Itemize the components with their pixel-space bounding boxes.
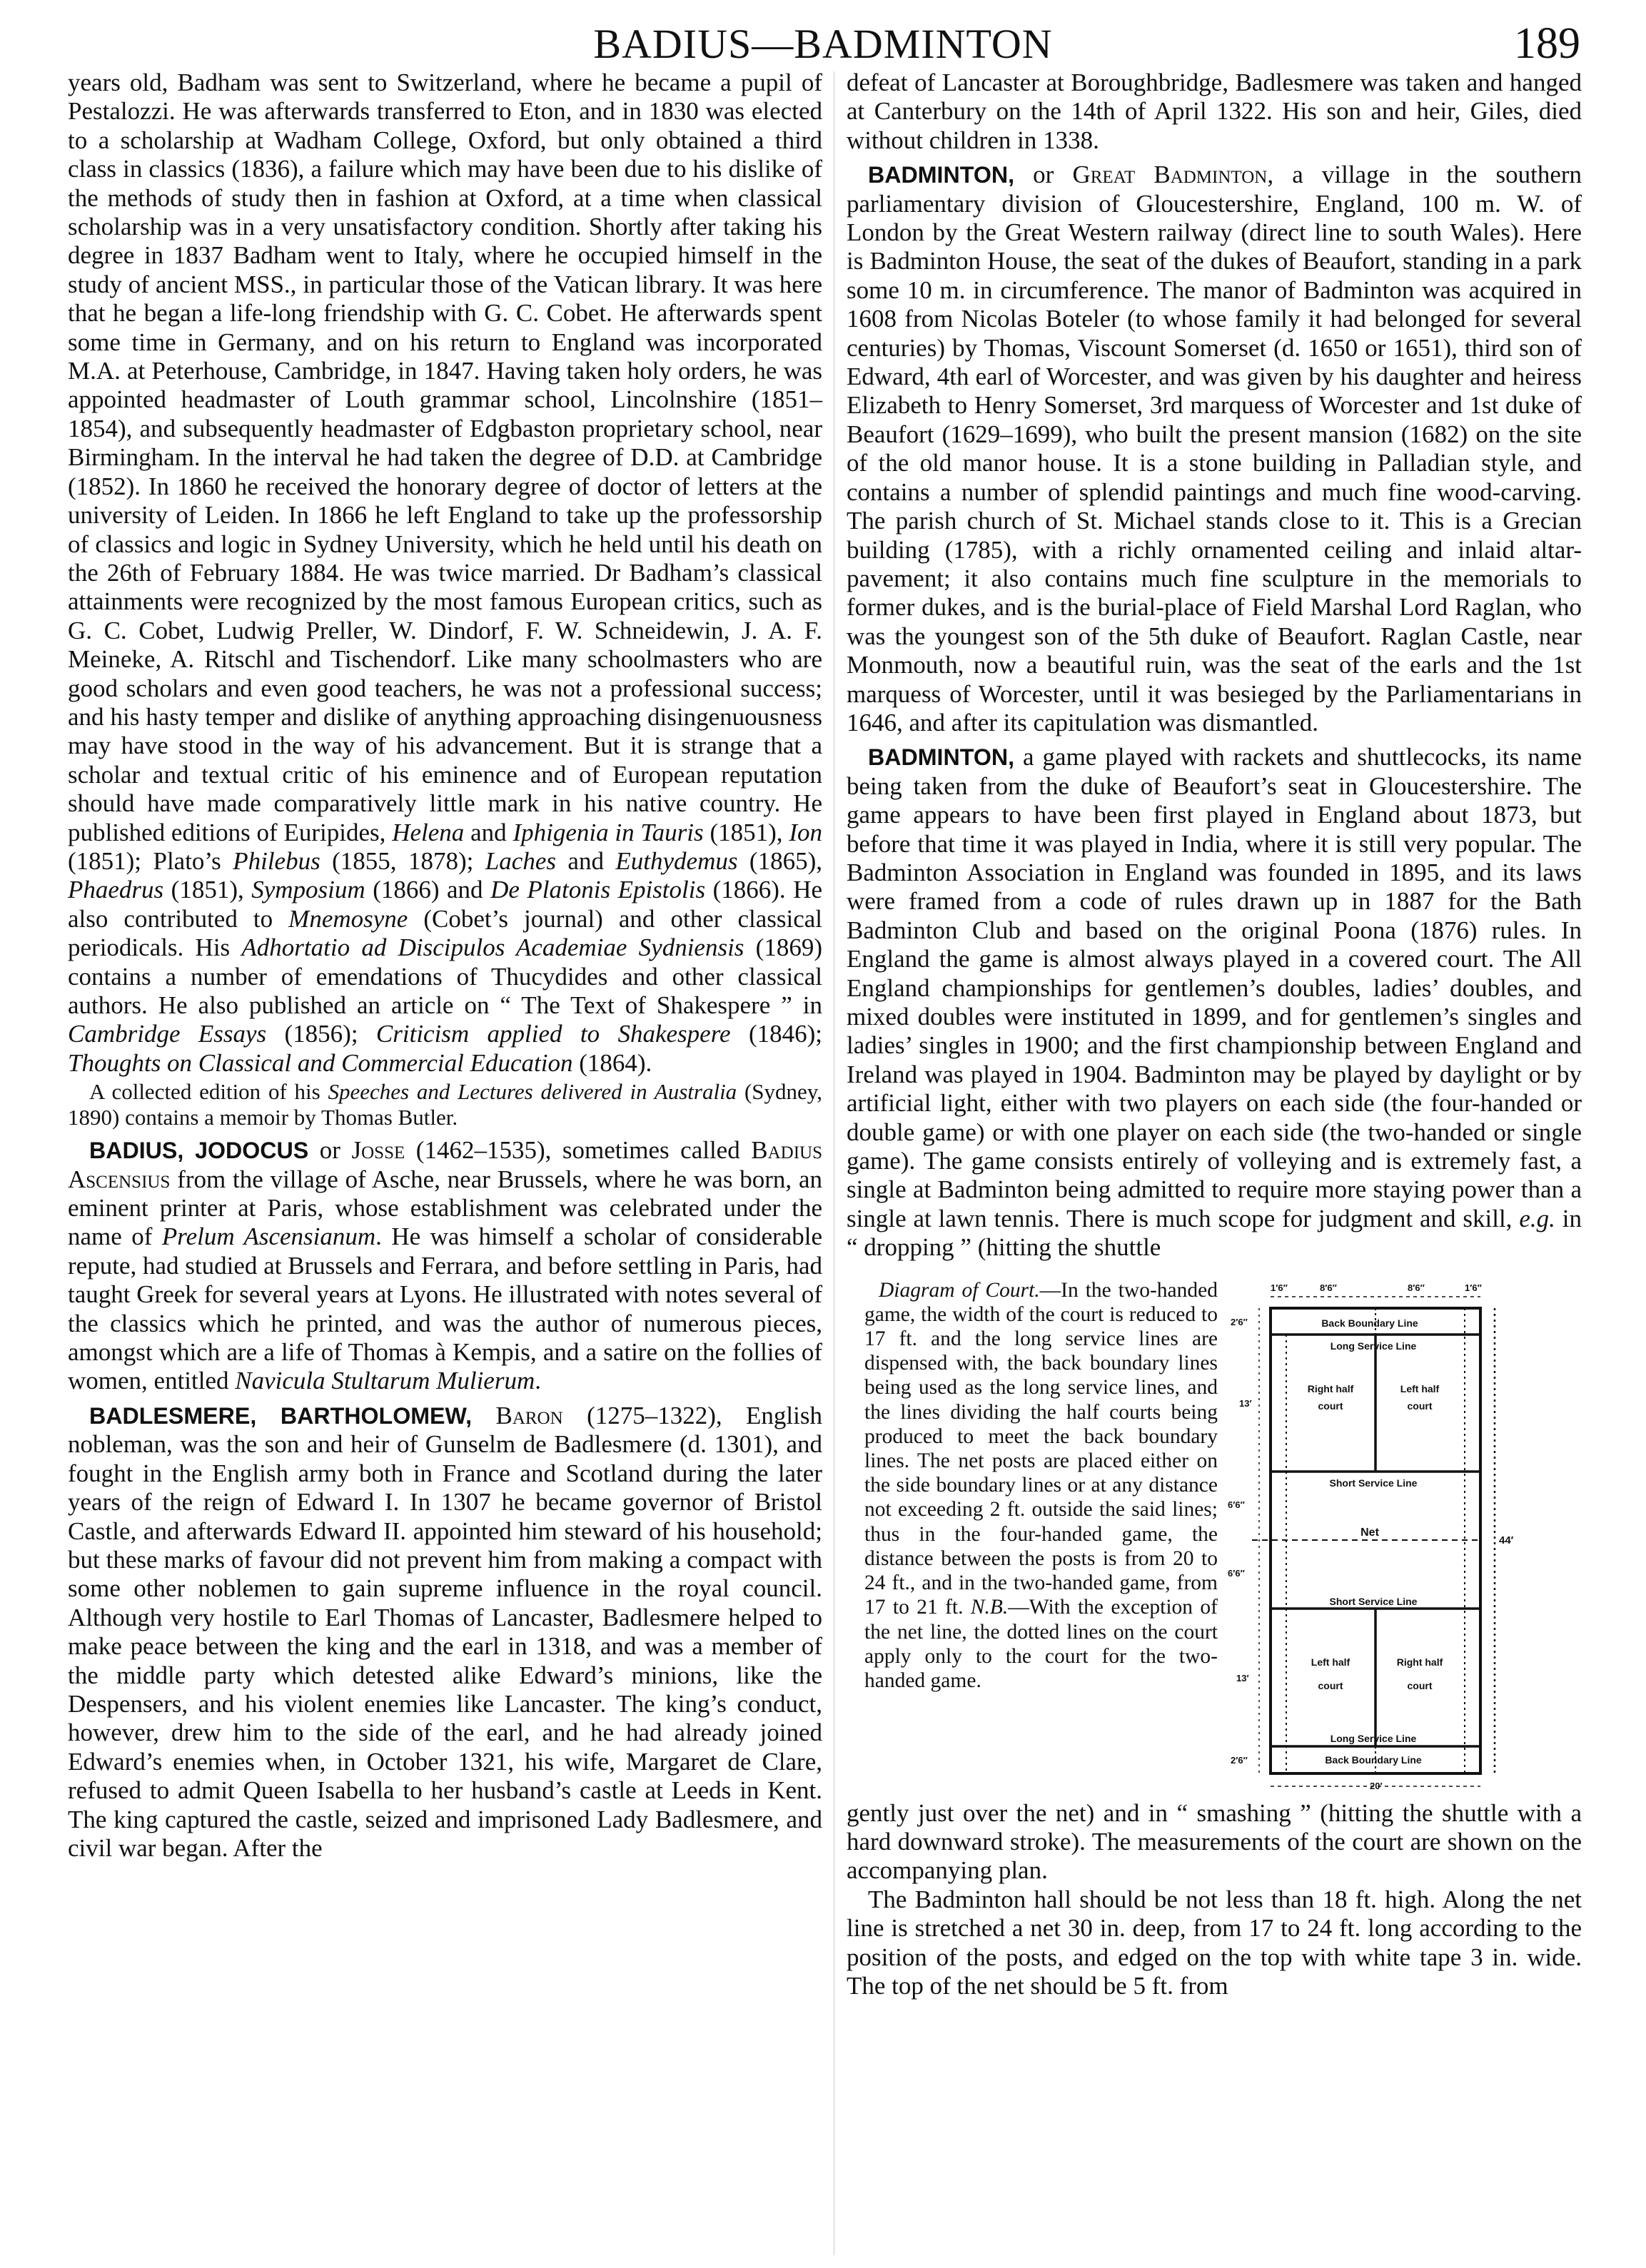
text-segment: (Cobet’s journal) and other classical periodicals. His [68, 904, 822, 962]
article-headword: BADMINTON, [868, 162, 1015, 188]
text-segment: a game played with rackets and shuttlecocks, its name being taken from the duke of Beaufort’s seat in Gloucestershire. The game appears to have been first played in England about 1873, but before that time it was played in India, where it is still very popular. The Badminton Association in England was founded in 1895, and its laws were framed from a code of rules drawn up in 1887 for the Bath Badminton Club and based on the original Poona (1876) rules. In England the game is almost always played in a covered court. The All England championships for gentlemen’s doubles, ladies’ doubles, and mixed doubles were instituted in 1899, and for gentlemen’s singles and ladies’ singles in 1900; and the first championship between England and Ireland was played in 1904. Badminton may be played by daylight or by artificial light, either with two players on each side (the four-handed or double game) or with one player on each side (the two-handed or single game). The game consists entirely of volleying and is extremely fast, a single at Badminton being admitted to require more staying power than a single at lawn tennis. There is much scope for judgment and skill, [847, 743, 1582, 1232]
left-dim-6: 2′6″ [1231, 1754, 1248, 1766]
italic-text: N.B. [970, 1596, 1009, 1619]
italic-text: Cambridge Essays [68, 1020, 267, 1048]
italic-text: Adhortatio ad Discipulos Academiae Sydniensis [241, 933, 744, 962]
badham-continuation [68, 69, 822, 1078]
italic-text: Iphigenia in Tauris [513, 818, 704, 846]
text-segment: (1462–1535), sometimes called [405, 1136, 752, 1165]
left-dim-4: 6′6″ [1228, 1567, 1245, 1579]
length-dim: 44′ [1499, 1534, 1514, 1546]
figure-caption [864, 1278, 1218, 1693]
small-caps-text: Josse [351, 1136, 405, 1165]
italic-text: Prelum Ascensianum [161, 1222, 376, 1251]
italic-text: Criticism applied to Shakespere [375, 1020, 731, 1048]
left-dim-3: 6′6″ [1228, 1499, 1245, 1510]
label-court-lt: court [1407, 1399, 1433, 1412]
text-segment: . He was himself a scholar of considerable repute, had studied at Brussels and Ferrara, and before settling in Paris, had taught Greek for several years at Lyons. He illustrated with notes several of the classics which he printed, and was the author of numerous pieces, amongst which are a life of Thomas à Kempis, and a satire on the follies of women, entitled [68, 1222, 823, 1395]
article-badminton-village [847, 161, 1582, 737]
text-segment: (1855, 1878); [320, 846, 485, 875]
top-dim-3: 8′6″ [1408, 1282, 1425, 1293]
label-left-half-top: Left half [1400, 1382, 1440, 1394]
text-segment: A collected edition of his [89, 1079, 328, 1105]
italic-text: Mnemosyne [288, 904, 408, 933]
text-segment: years old, Badham was sent to Switzerland, where he became a pupil of Pestalozzi. He was afterwards transferred to Eton, and in 1830 was elected to a scholarship at Wadham College, Oxford, but only obtained a third class in classics (1836), a failure which may have been due to his dislike of the methods of study then in fashion at Oxford, at a time when classical scholarship was in a very unsatisfactory condition. Shortly after taking his degree in 1837 Badham went to Italy, where he occupied himself in the study of ancient MSS., in particular those of the Vatican library. It was here that he began a life-long friendship with G. C. Cobet. He afterwards spent some time in Germany, and on his return to England was incorporated M.A. at Peterhouse, Cambridge, in 1847. Having taken holy orders, he was appointed headmaster of Louth grammar school, Lincolnshire (1851–1854), and subsequently headmaster of Edgbaston proprietary school, near Birmingham. In the interval he had taken the degree of D.D. at Cambridge (1852). In 1860 he received the honorary degree of doctor of letters at the university of Leiden. In 1866 he left England to take up the professorship of classics and logic in Sydney University, which he held until his death on the 26th of February 1884. He was twice married. Dr Badham’s classical attainments were recognized by the most famous European critics, such as G. C. Cobet, Ludwig Preller, W. Dindorf, F. W. Schneidewin, J. A. F. Meineke, A. Ritschl and Tischendorf. Like many schoolmasters who are good scholars and even good teachers, he was not a professional success; and his hasty temper and dislike of anything approaching disingenuousness may have stood in the way of his advancement. But it is strange that a scholar and textual critic of his eminence and of European reputation should have made comparatively little mark in his native country. He published editions of Euripides, [68, 69, 822, 846]
label-short-service-bottom: Short Service Line [1329, 1595, 1418, 1607]
left-dim-1: 2′6″ [1231, 1316, 1248, 1327]
width-dim: 20′ [1370, 1780, 1383, 1791]
label-court-rb: court [1407, 1679, 1433, 1691]
label-net: Net [1360, 1526, 1379, 1539]
small-caps-text: Baron [495, 1401, 563, 1429]
text-segment: (1856); [266, 1020, 376, 1048]
article-headword: BADIUS, JODOCUS [89, 1138, 309, 1164]
article-badminton-game [847, 743, 1582, 1262]
text-segment: —In the two-handed game, the width of the court is reduced to 17 ft. and the long service lines are dispensed with, the back boundary lines being used as the long service lines, and the lines dividing the half courts being produced to meet the back boundary lines. The net posts are placed either on the side boundary lines or at any distance not exceeding 2 ft. outside the said lines; thus in the four-handed game, the distance between the posts is from 20 to 24 ft., and in the two-handed game, from 17 to 21 ft. [864, 1278, 1218, 1619]
italic-text: Speeches and Lectures delivered in Australia [328, 1079, 737, 1105]
italic-text: De Platonis Epistolis [490, 876, 706, 904]
text-segment: (1851); Plato’s [68, 846, 233, 875]
running-title: BADIUS—BADMINTON [593, 21, 1053, 67]
left-dim-5: 13′ [1236, 1672, 1249, 1684]
italic-text: Laches [485, 846, 556, 875]
article-badlesmere [68, 1402, 822, 1863]
text-segment: (1866). He also contributed to [68, 876, 823, 933]
italic-text: Euthydemus [615, 846, 738, 875]
label-left-half-bottom: Left half [1311, 1656, 1350, 1668]
text-segment: , a village in the southern parliamentary division of Gloucestershire, England, 100 m. W. of London by the Great Western railway (direct line to south Wales). Here is Badminton House, the seat of the dukes of Beaufort, standing in a park some 10 m. in circumference. The manor of Badminton was acquired in 1608 from Nicolas Boteler (to whose family it had belonged for several centuries) by Thomas, Viscount Somerset (d. 1650 or 1651), third son of Edward, 4th earl of Worcester, and was given by his daughter and heiress Elizabeth to Henry Somerset, 3rd marquess of Worcester and 1st duke of Beaufort (1629–1699), who built the present mansion (1682) on the site of the old manor house. It is a stone building in Palladian style, and contains a number of splendid paintings and much fine wood-carving. The parish church of St. Michael stands close to it. This is a Grecian building (1785), with a richly ornamented ceiling and inlaid altar-pavement; it also contains much fine sculpture in the memorials to former dukes, and is the burial-place of Field Marshal Lord Raglan, who was the youngest son of the 5th duke of Beaufort. Raglan Castle, near Monmouth, now a beautiful ruin, was the seat of the earls and the 1st marquess of Worcester, until it was besieged by the Parliamentarians in 1646, and after its capitulation was dismantled. [847, 161, 1582, 736]
label-back-boundary-top: Back Boundary Line [1321, 1317, 1418, 1329]
top-dim-2: 8′6″ [1320, 1282, 1337, 1293]
italic-text: Symposium [251, 876, 365, 904]
text-segment: in “ dropping ” (hitting the shuttle [847, 1204, 1582, 1262]
italic-text: Navicula Stultarum Mulierum [235, 1367, 535, 1395]
left-dim-2: 13′ [1239, 1397, 1252, 1409]
italic-text: Helena [392, 818, 465, 846]
text-segment: (1275–1322), English nobleman, was the son and heir of Gunselm de Badlesmere (d. 1301), and fought in the English army both in France and Scotland during the later years of the reign of Edward I. In 1307 he became governor of Bristol Castle, and afterwards Edward II. appointed him steward of his household; but these marks of favour did not prevent him from making a compact with some other noblemen to gain supreme influence in the royal council. Although very hostile to Earl Thomas of Lancaster, Badlesmere helped to make peace between the king and the earl in 1318, and was a member of the middle party which detested alike Edward’s minions, like the Despensers, and his violent enemies like Lancaster. The king’s conduct, however, drew him to the side of the earl, and he had already joined Edward’s enemies when, in October 1321, his wife, Margaret de Clare, refused to admit Queen Isabella to her husband’s castle at Leeds in Kent. The king captured the castle, seized and imprisoned Lady Badlesmere, and civil war began. After the [68, 1401, 822, 1862]
court-diagram [1223, 1278, 1566, 1792]
small-caps-text: Great Badminton [1072, 161, 1268, 189]
text-segment: gently just over the net) and in “ smashing ” (hitting the shuttle with a hard downward stroke). The measurements of the court are shown on the accompanying plan. [847, 1798, 1582, 1885]
caption-text [864, 1278, 1218, 1693]
text-segment: . [535, 1367, 541, 1395]
label-court-lb: court [1318, 1679, 1343, 1691]
text-segment: or [1014, 161, 1073, 189]
italic-text: e.g. [1519, 1204, 1555, 1232]
text-segment: defeat of Lancaster at Boroughbridge, Badlesmere was taken and hanged at Canterbury on the 14th of April 1322. His son and heir, Giles, died without children in 1338. [847, 69, 1582, 154]
text-segment: (1865), [737, 846, 822, 875]
label-right-half-bottom: Right half [1396, 1656, 1443, 1668]
label-court-rt: court [1318, 1399, 1343, 1412]
label-short-service-top: Short Service Line [1329, 1477, 1418, 1489]
right-column [847, 69, 1582, 2001]
badminton-hall-paragraph [847, 1885, 1582, 2001]
italic-text: Ion [789, 818, 822, 846]
italic-text: Philebus [233, 846, 320, 875]
text-segment: from the village of Asche, near Brussels, where he was born, an eminent printer at Paris, whose establishment was celebrated under the name of [68, 1165, 822, 1251]
italic-text: Diagram of Court. [879, 1278, 1040, 1302]
left-column [68, 69, 822, 1863]
label-right-half-top: Right half [1307, 1382, 1354, 1394]
text-segment: (1851), [703, 818, 789, 846]
top-dim-1: 1′6″ [1271, 1282, 1288, 1293]
article-headword: BADMINTON, [868, 744, 1015, 771]
article-badius [68, 1136, 822, 1396]
badham-bibliography-note [68, 1079, 822, 1130]
text-segment: (1864). [572, 1048, 652, 1077]
text-segment: (1851), [163, 876, 252, 904]
text-segment [472, 1402, 495, 1429]
label-long-service-top: Long Service Line [1330, 1340, 1417, 1352]
court-figure [847, 1278, 1582, 1792]
page-number: 189 [1514, 19, 1580, 68]
text-segment: (1846); [730, 1020, 822, 1048]
label-back-boundary-bottom: Back Boundary Line [1325, 1753, 1422, 1766]
text-segment: or [308, 1136, 352, 1165]
text-segment: and [464, 818, 513, 846]
label-long-service-bottom: Long Service Line [1330, 1732, 1417, 1744]
italic-text: Phaedrus [68, 876, 164, 904]
text-segment: —With the exception of the net line, the dotted lines on the court apply only to the court for the two-handed game. [864, 1596, 1218, 1692]
top-dim-4: 1′6″ [1465, 1282, 1482, 1293]
text-segment: The Badminton hall should be not less than 18 ft. high. Along the net line is stretched a net 30 in. deep, from 17 to 24 ft. long according to the position of the posts, and edged on the top with white tape 3 in. wide. The top of the net should be 5 ft. from [847, 1885, 1582, 2000]
text-segment: (Sydney, 1890) contains a memoir by Thomas Butler. [68, 1079, 823, 1130]
text-segment: (1866) and [365, 876, 491, 904]
italic-text: Thoughts on Classical and Commercial Education [68, 1048, 573, 1077]
text-segment: (1869) contains a number of emendations of Thucydides and other classical authors. He also published an article on “ The Text of Shakespere ” in [68, 933, 822, 1019]
badminton-game-continuation [847, 1799, 1582, 1885]
badlesmere-continuation [847, 69, 1582, 155]
text-segment: and [555, 846, 616, 875]
article-headword: BADLESMERE, BARTHOLOMEW, [89, 1402, 473, 1429]
small-caps-text: Badius Ascensius [68, 1136, 822, 1193]
